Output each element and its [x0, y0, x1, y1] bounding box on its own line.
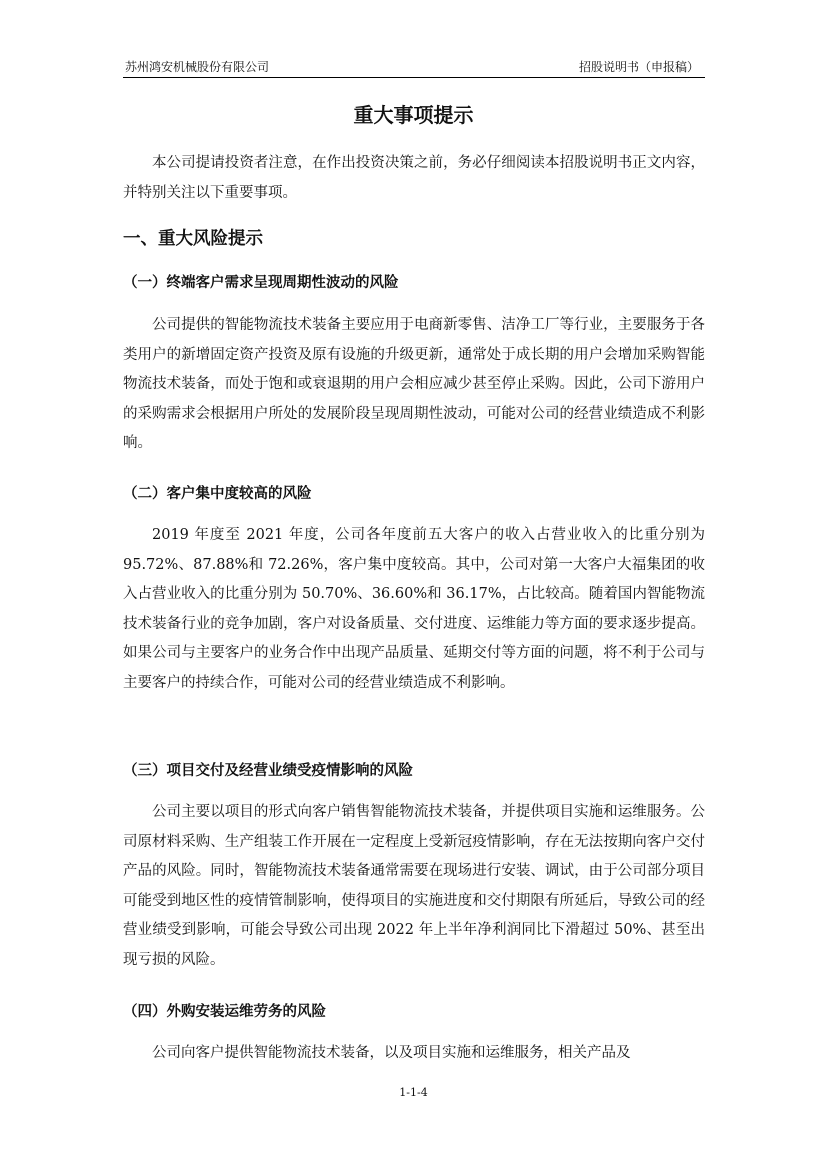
subsection-heading-epidemic-impact: （三）项目交付及经营业绩受疫情影响的风险 [123, 763, 413, 779]
header-company-name: 苏州鸿安机械股份有限公司 [125, 60, 270, 74]
intro-paragraph: 本公司提请投资者注意，在作出投资决策之前，务必仔细阅读本招股说明书正文内容，并特别关注以下重要事项。 [123, 155, 705, 201]
subsection-heading-outsourced-labor: （四）外购安装运维劳务的风险 [123, 1004, 326, 1020]
subsection-body-cyclical-demand: 公司提供的智能物流技术装备主要应用于电商新零售、洁净工厂等行业，主要服务于各类用户的新增固定资产投资及原有设施的升级更新，通常处于成长期的用户会增加采购智能物流技术装备，而处于饱和或衰退期的用户会相应减少甚至停止采购。因此，公司下游用户的采购需求会根据用户所处的发展阶段呈现周期性波动，可能对公司的经营业绩造成不利影响。 [123, 317, 705, 452]
page-title: 重大事项提示 [353, 103, 474, 127]
subsection-body-customer-concentration: 2019 年度至 2021 年度，公司各年度前五大客户的收入占营业收入的比重分别为 95.72%、87.88%和 72.26%，客户集中度较高。其中，公司对第一大客户大福集团的收入占营业收入的比重分别为 50.70%、36.60%和 36.17%，占比较高。随着国内智能物流技术装备行业的竞争加剧，客户对设备质量、交付进度、运维能力等方面的要求逐步提高。如果公司与主要客户的业务合作中出现产品质量、延期交付等方面的问题，将不利于公司与主要客户的持续合作，可能对公司的经营业绩造成不利影响。 [123, 527, 705, 691]
section-heading-major-risks: 一、重大风险提示 [123, 229, 263, 249]
page-header [123, 57, 705, 78]
subsection-body-outsourced-labor: 公司向客户提供智能物流技术装备，以及项目实施和运维服务，相关产品及 [152, 1045, 631, 1061]
subsection-heading-cyclical-demand: （一）终端客户需求呈现周期性波动的风险 [123, 275, 399, 291]
subsection-body-epidemic-impact: 公司主要以项目的形式向客户销售智能物流技术装备，并提供项目实施和运维服务。公司原材料采购、生产组装工作开展在一定程度上受新冠疫情影响，存在无法按期向客户交付产品的风险。同时，智能物流技术装备通常需要在现场进行安装、调试，由于公司部分项目可能受到地区性的疫情管制影响，使得项目的实施进度和交付期限有所延后，导致公司的经营业绩受到影响，可能会导致公司出现 2022 年上半年净利润同比下滑超过 50%、甚至出现亏损的风险。 [123, 804, 705, 968]
subsection-heading-customer-concentration: （二）客户集中度较高的风险 [123, 486, 312, 502]
page-number: 1-1-4 [399, 1086, 428, 1099]
header-document-type: 招股说明书（申报稿） [578, 60, 699, 74]
